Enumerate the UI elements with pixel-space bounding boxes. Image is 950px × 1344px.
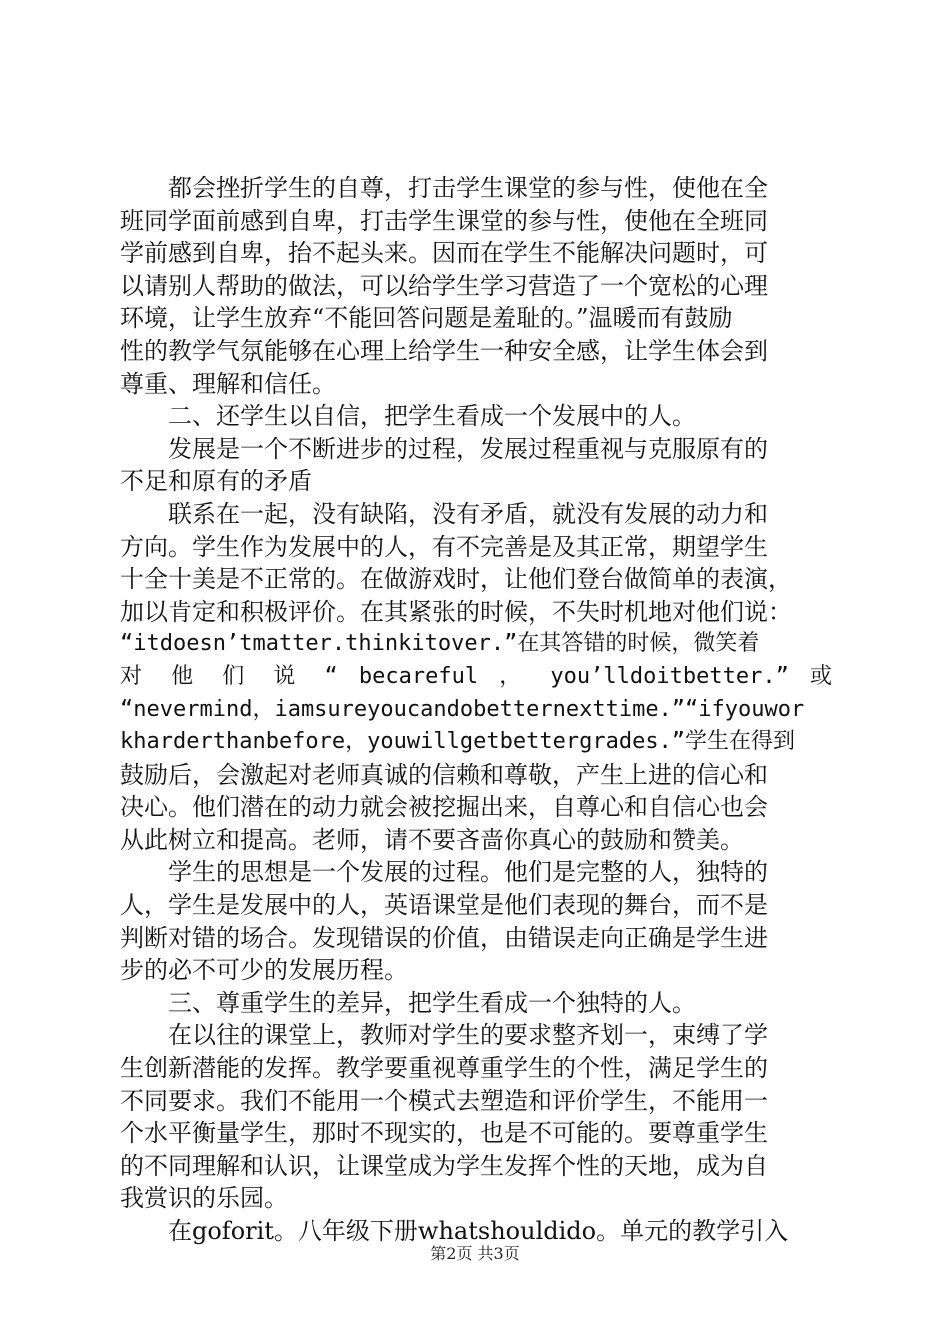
text-line: “nevermind，iamsureyoucandobetternexttime.”“ifyouwor bbox=[120, 696, 805, 722]
text-line: 学生的思想是一个发展的过程。他们是完整的人，独特的 bbox=[120, 858, 768, 887]
page-number: 第2页 共3页 bbox=[430, 1244, 520, 1263]
text-line: 都会挫折学生的自尊，打击学生课堂的参与性，使他在全 bbox=[120, 174, 768, 202]
page-footer bbox=[0, 1244, 950, 1264]
text-line: 以请别人帮助的做法，可以给学生学习营造了一个宽松的心理 bbox=[120, 271, 768, 300]
text-line: 我赏识的乐园。 bbox=[120, 1184, 288, 1213]
text-line: 生创新潜能的发挥。教学要重视尊重学生的个性，满足学生的 bbox=[120, 1054, 768, 1083]
text-line: 班同学面前感到自卑，打击学生课堂的参与性，使他在全班同 bbox=[120, 206, 768, 235]
section-heading: 二、还学生以自信，把学生看成一个发展中的人。 bbox=[120, 402, 696, 431]
text-line: 的不同理解和认识，让课堂成为学生发挥个性的天地，成为自 bbox=[120, 1151, 768, 1180]
text-line: 联系在一起，没有缺陷，没有矛盾，就没有发展的动力和 bbox=[120, 499, 768, 528]
text-line: 发展是一个不断进步的过程，发展过程重视与克服原有的 bbox=[120, 434, 768, 463]
text-line: 个水平衡量学生，那时不现实的，也是不可能的。要尊重学生 bbox=[120, 1119, 768, 1148]
text-line: 十全十美是不正常的。在做游戏时，让他们登台做简单的表演， bbox=[120, 565, 792, 594]
text-line: 步的必不可少的发展历程。 bbox=[120, 956, 408, 985]
text-line: 在以往的课堂上，教师对学生的要求整齐划一，束缚了学 bbox=[120, 1021, 768, 1050]
text-line: 判断对错的场合。发现错误的价值，由错误走向正确是学生进 bbox=[120, 923, 768, 952]
text-line: 方向。学生作为发展中的人，有不完善是及其正常，期望学生 bbox=[120, 532, 768, 561]
text-line: 环境，让学生放弃“不能回答问题是羞耻的。”温暖而有鼓励 bbox=[120, 304, 733, 333]
text-line: 决心。他们潜在的动力就会被挖掘出来，自尊心和自信心也会 bbox=[120, 793, 768, 822]
text-line: “itdoesn’tmatter.thinkitover.”在其答错的时候，微笑着 bbox=[120, 631, 760, 657]
document-body bbox=[120, 172, 832, 1248]
text-line: 鼓励后，会激起对老师真诚的信赖和尊敬，产生上进的信心和 bbox=[120, 760, 768, 789]
text-line: 人，学生是发展中的人，英语课堂是他们表现的舞台，而不是 bbox=[120, 891, 768, 920]
text-line: kharderthanbefore，youwillgetbettergrades.”学生在得到 bbox=[120, 729, 796, 755]
text-line: 尊重、理解和信任。 bbox=[120, 369, 336, 398]
text-line: 不足和原有的矛盾 bbox=[120, 467, 312, 496]
text-line: 性的教学气氛能够在心理上给学生一种安全感，让学生体会到 bbox=[120, 336, 768, 365]
text-line: 在goforit。八年级下册whatshouldido。单元的教学引入 bbox=[120, 1217, 789, 1245]
text-line: 对 他 们 说 “ becareful ， you’lldoitbetter.” 或 bbox=[120, 663, 832, 689]
text-line: 从此树立和提高。老师，请不要吝啬你真心的鼓励和赞美。 bbox=[120, 825, 744, 854]
text-line: 不同要求。我们不能用一个模式去塑造和评价学生，不能用一 bbox=[120, 1086, 768, 1115]
text-line: 学前感到自卑，抬不起头来。因而在学生不能解决问题时，可 bbox=[120, 239, 768, 268]
text-line: 加以肯定和积极评价。在其紧张的时候，不失时机地对他们说： bbox=[120, 597, 792, 626]
section-heading: 三、尊重学生的差异，把学生看成一个独特的人。 bbox=[120, 988, 696, 1017]
